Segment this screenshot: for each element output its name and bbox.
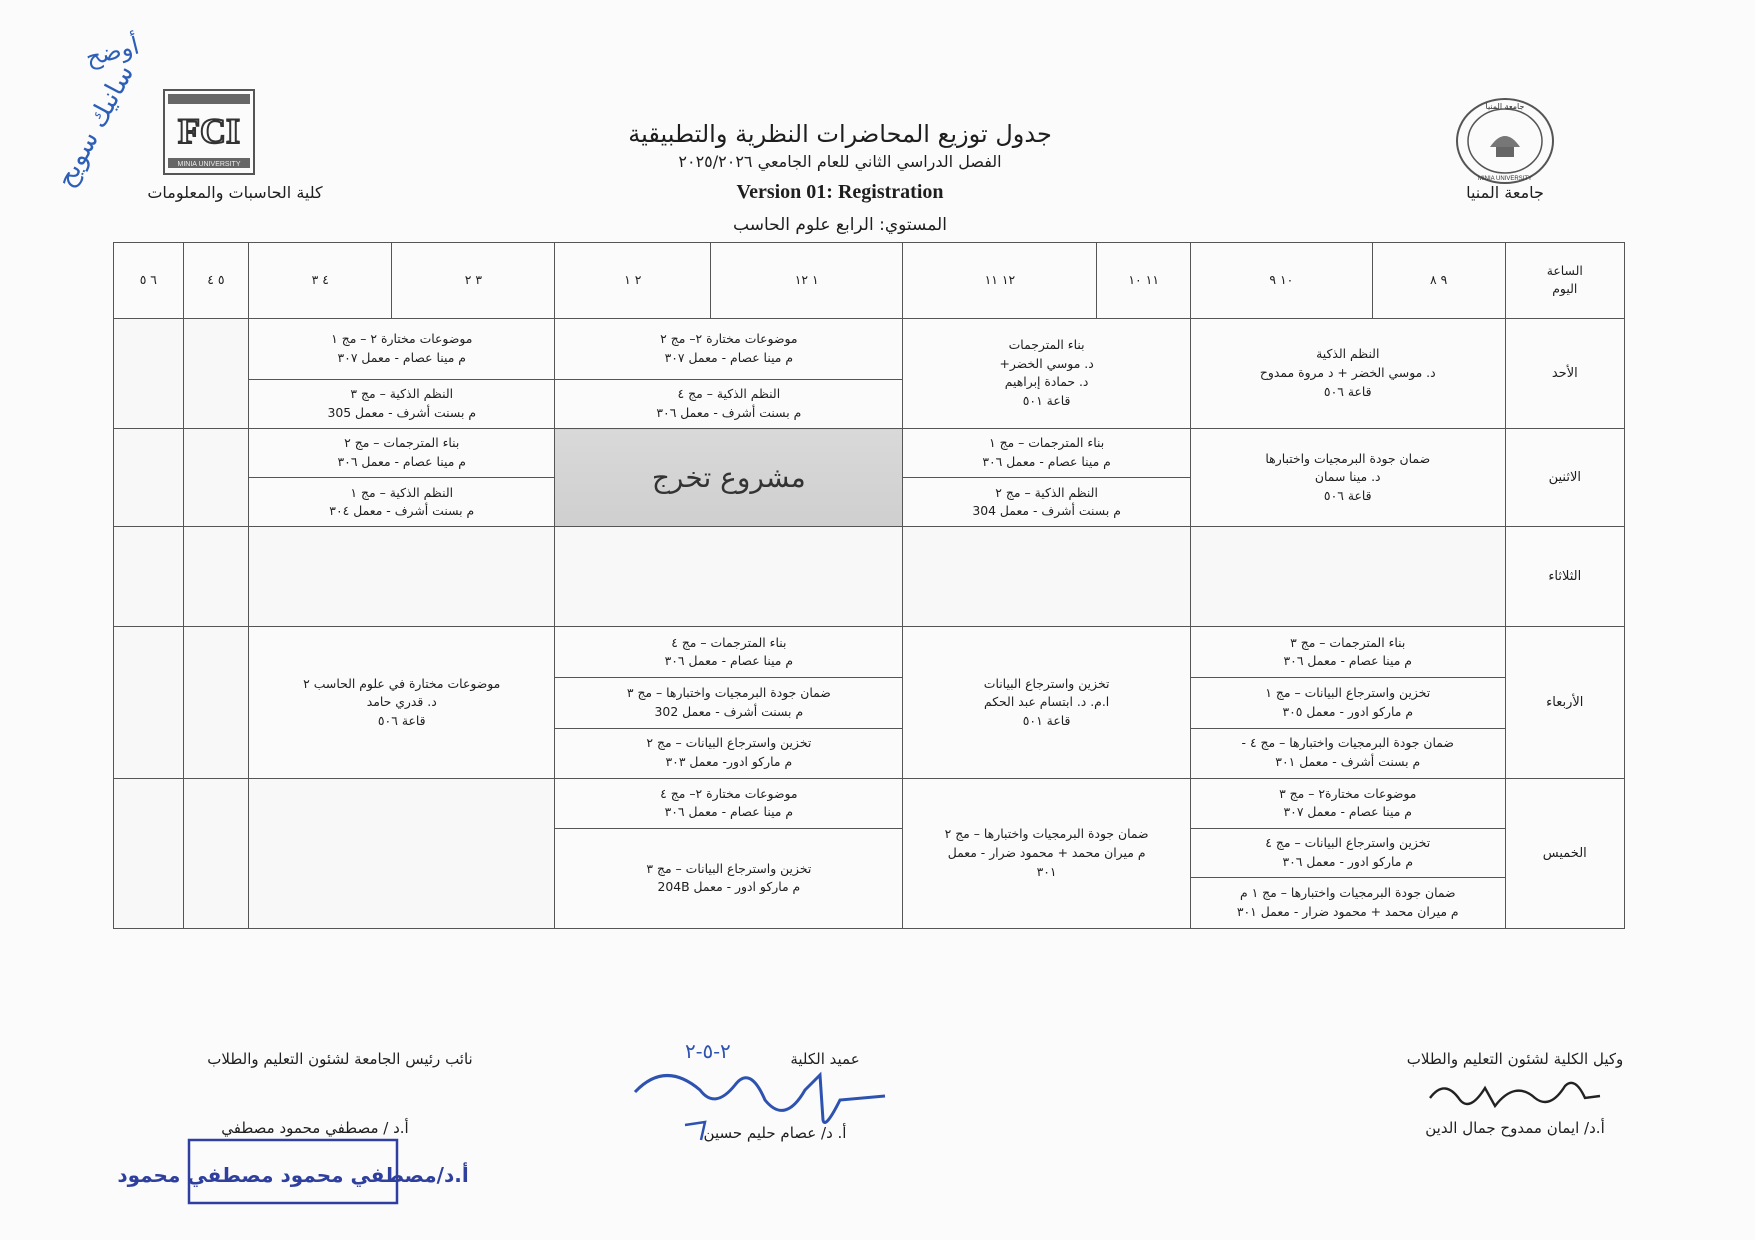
course-name: بناء المترجمات – مج ٢ [344, 435, 460, 451]
table-row [114, 527, 1625, 627]
course-name: النظم الذكية [1316, 346, 1380, 362]
lab-cell [903, 778, 1191, 928]
version-label: Version 01: Registration [736, 181, 944, 203]
lab-cell [555, 627, 903, 678]
instructor: ا.م. د. ابتسام عبد الحكم [983, 694, 1110, 710]
lab-cell [1190, 728, 1505, 778]
session-cell [1190, 429, 1505, 527]
session-cell [903, 627, 1191, 778]
svg-text:أ.د/مصطفي محمود مصطفي محمود: أ.د/مصطفي محمود مصطفي محمود [117, 1163, 469, 1187]
lab-info: م ماركو ادور - معمل ٣٠٦ [1282, 853, 1414, 869]
course-name: النظم الذكية – مج ٤ [677, 386, 781, 402]
lab-cell [249, 478, 555, 527]
lab-info: م بسنت أشرف - معمل 302 [654, 704, 804, 719]
handwritten-note [38, 31, 168, 196]
lab-info: م بسنت أشرف - معمل ٣٠١ [1275, 754, 1421, 770]
empty-cell [183, 778, 248, 928]
room: قاعة ٥٠١ [1022, 392, 1071, 408]
handwritten-note-line1: أوضح [82, 31, 142, 72]
vice-dean-title: وكيل الكلية لشئون التعليم والطلاب [1406, 1050, 1624, 1068]
lab-cell [1190, 778, 1505, 828]
room: قاعة ٥٠٦ [1323, 383, 1372, 399]
lab-info: م بسنت أشرف - معمل 304 [972, 503, 1121, 519]
table-row [114, 627, 1625, 678]
course-name: موضوعات مختارة في علوم الحاسب ٢ [303, 675, 501, 691]
room: قاعة ٥٠٦ [1323, 487, 1372, 503]
session-cell [249, 627, 555, 778]
empty-cell [249, 527, 555, 627]
lab-info: ٣٠١ [1036, 863, 1057, 879]
lab-cell [555, 828, 903, 928]
dean-name: أ. د/ عصام حليم حسين [703, 1124, 847, 1142]
lab-cell [249, 318, 555, 379]
svg-text:MINIA UNIVERSITY: MINIA UNIVERSITY [177, 161, 241, 168]
instructor: د. موسي الخضر + د مروة ممدوح [1259, 365, 1436, 381]
time-slot-header: ١١ ١٠ [1097, 243, 1190, 319]
svg-text:MINIA UNIVERSITY: MINIA UNIVERSITY [1477, 176, 1533, 182]
lab-cell [1190, 877, 1505, 928]
time-slot-header: ٣ ٢ [392, 243, 555, 319]
lab-info: م بسنت أشرف - معمل 305 [327, 405, 477, 420]
instructor: د. موسي الخضر+ [999, 355, 1094, 371]
course-name: ضمان جودة البرمجيات واختبارها [1265, 450, 1431, 466]
lab-info: م مينا عصام - معمل ٣٠٧ [664, 349, 794, 365]
lab-info: م ماركو ادور - معمل 204B [657, 879, 801, 895]
time-slot-header: ٤ ٣ [249, 243, 392, 319]
minia-university-logo [1450, 95, 1560, 187]
session-cell [903, 318, 1191, 428]
empty-cell [183, 627, 248, 778]
course-name: بناء المترجمات – مج ٣ [1290, 634, 1406, 650]
lab-cell [1190, 627, 1505, 678]
empty-cell [555, 527, 903, 627]
course-name: النظم الذكية – مج ٢ [995, 484, 1098, 500]
course-name: تخزين واسترجاع البيانات [983, 675, 1110, 691]
time-slot-header: ٦ ٥ [114, 243, 184, 319]
lab-info: م ميران محمد + محمود ضرار - معمل [947, 845, 1146, 861]
day-cell-wednesday: الأربعاء [1505, 627, 1624, 778]
lab-info: م ماركو ادور- معمل ٣٠٣ [665, 754, 793, 770]
lab-cell [903, 478, 1191, 527]
day-cell-monday: الاثنين [1505, 429, 1624, 527]
course-name: بناء المترجمات [1008, 337, 1085, 353]
course-name: بناء المترجمات – مج ١ [988, 435, 1105, 451]
lab-info: م بسنت أشرف - معمل ٣٠٤ [329, 503, 475, 519]
faculty-name: كلية الحاسبات والمعلومات [147, 183, 323, 202]
vice-dean-signature [1425, 1068, 1605, 1116]
course-name: النظم الذكية – مج ٣ [350, 386, 454, 402]
lab-cell [249, 429, 555, 478]
empty-cell [114, 778, 184, 928]
course-name: تخزين واسترجاع البيانات – مج ٣ [646, 860, 812, 876]
instructor: د. مينا سمان [1314, 469, 1381, 485]
dean-title: عميد الكلية [790, 1050, 860, 1068]
lab-info: م ميران محمد + محمود ضرار - معمل ٣٠١ [1236, 903, 1459, 919]
vice-president-title: نائب رئيس الجامعة لشئون التعليم والطلاب [207, 1050, 473, 1068]
vice-president-stamp [117, 1138, 469, 1205]
empty-cell [114, 527, 184, 627]
course-name: ضمان جودة البرمجيات واختبارها – مج ٣ [626, 685, 831, 701]
lab-cell [555, 678, 903, 728]
course-name: بناء المترجمات – مج ٤ [671, 634, 787, 650]
corner-header-cell [1505, 243, 1624, 319]
course-name: ضمان جودة البرمجيات واختبارها – مج ٢ [944, 826, 1149, 842]
empty-cell [1190, 527, 1505, 627]
empty-cell [249, 778, 555, 928]
room: قاعة ٥٠٦ [377, 712, 426, 728]
course-name: النظم الذكية – مج ١ [350, 484, 454, 500]
schedule-table [113, 242, 1625, 929]
course-name: ضمان جودة البرمجيات واختبارها – مج ١ م [1239, 885, 1456, 901]
lab-cell [249, 379, 555, 428]
empty-cell [114, 429, 184, 527]
graduation-project-cell: مشروع تخرج [555, 429, 903, 527]
table-row [114, 778, 1625, 828]
lab-info: م مينا عصام - معمل ٣٠٦ [337, 454, 466, 470]
empty-cell [183, 318, 248, 428]
course-name: تخزين واسترجاع البيانات – مج ١ [1265, 685, 1431, 701]
lab-info: م ماركو ادور - معمل ٣٠٥ [1282, 704, 1414, 719]
day-cell-sunday: الأحد [1505, 318, 1624, 428]
empty-cell [183, 527, 248, 627]
lab-info: م مينا عصام - معمل ٣٠٧ [337, 349, 466, 365]
corner-hour-label: الساعة [1546, 262, 1583, 278]
lab-cell [555, 318, 903, 379]
lab-info: م مينا عصام - معمل ٣٠٦ [664, 804, 794, 820]
time-slot-header: ١ ١٢ [711, 243, 903, 319]
dean-signature [625, 1030, 890, 1145]
semester-subtitle: الفصل الدراسي الثاني للعام الجامعي ٢٠٢٥/٢٠٢٦ [678, 152, 1002, 171]
time-slot-header: ٩ ٨ [1372, 243, 1505, 319]
course-name: تخزين واسترجاع البيانات – مج ٢ [646, 735, 812, 751]
table-row [114, 429, 1625, 478]
university-name: جامعة المنيا [1466, 183, 1544, 202]
handwritten-note-line2: سانيك سويح [50, 59, 141, 193]
svg-text:FCI: FCI [178, 111, 240, 151]
lab-cell [555, 379, 903, 428]
fci-logo [162, 88, 256, 176]
instructor: د. حمادة إبراهيم [1004, 374, 1089, 390]
lab-cell [555, 778, 903, 828]
course-name: موضوعات مختارة٢ – مج ٣ [1279, 785, 1417, 801]
empty-cell [903, 527, 1191, 627]
instructor: د. قدري حامد [366, 694, 437, 710]
room: قاعة ٥٠١ [1022, 712, 1071, 728]
day-cell-tuesday: الثلاثاء [1505, 527, 1624, 627]
lab-info: م مينا عصام - معمل ٣٠٦ [1283, 653, 1412, 669]
vice-president-name: أ.د / مصطفي محمود مصطفي [221, 1119, 409, 1137]
lab-cell [1190, 828, 1505, 877]
table-row [114, 318, 1625, 379]
page-title: جدول توزيع المحاضرات النظرية والتطبيقية [628, 120, 1052, 148]
vice-dean-name: أ.د/ ايمان ممدوح جمال الدين [1425, 1119, 1605, 1137]
course-name: موضوعات مختارة ٢– مج ٢ [660, 331, 798, 347]
lab-cell [1190, 678, 1505, 728]
course-name: موضوعات مختارة ٢– مج ٤ [660, 785, 798, 801]
course-name: موضوعات مختارة ٢ – مج ١ [331, 331, 473, 347]
lab-info: م مينا عصام - معمل ٣٠٦ [664, 653, 794, 669]
time-slot-header: ٢ ١ [555, 243, 711, 319]
course-name: ضمان جودة البرمجيات واختبارها – مج ٤ - [1241, 735, 1454, 751]
level-label: المستوي: الرابع علوم الحاسب [733, 215, 947, 235]
lab-info: م مينا عصام - معمل ٣٠٧ [1283, 804, 1412, 820]
time-slot-header: ٥ ٤ [183, 243, 248, 319]
time-slot-header: ١٢ ١١ [903, 243, 1097, 319]
lab-cell [555, 728, 903, 778]
corner-day-label: اليوم [1552, 281, 1578, 297]
svg-text:جامعة المنيا: جامعة المنيا [1485, 102, 1525, 111]
session-cell [1190, 318, 1505, 428]
course-name: تخزين واسترجاع البيانات – مج ٤ [1265, 835, 1431, 851]
lab-info: م بسنت أشرف - معمل ٣٠٦ [656, 405, 802, 420]
lab-info: م مينا عصام - معمل ٣٠٦ [982, 454, 1111, 470]
empty-cell [114, 627, 184, 778]
day-cell-thursday: الخميس [1505, 778, 1624, 928]
empty-cell [114, 318, 184, 428]
time-slot-header: ١٠ ٩ [1190, 243, 1372, 319]
empty-cell [183, 429, 248, 527]
svg-text:٢-٥-٢: ٢-٥-٢ [685, 1039, 731, 1063]
time-header-row [114, 243, 1625, 319]
lab-cell [903, 429, 1191, 478]
